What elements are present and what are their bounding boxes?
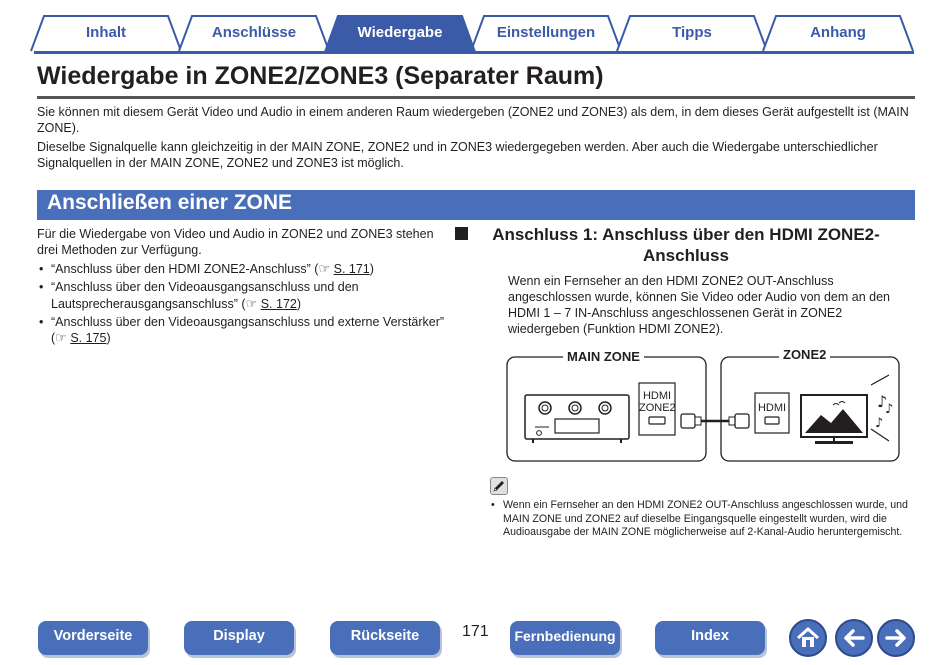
page-link[interactable]: S. 172 [260, 296, 297, 311]
list-item [37, 314, 457, 347]
intro-paragraph: Dieselbe Signalquelle kann gleichzeitig in der MAIN ZONE, ZONE2 und in ZONE3 wiedergegeben werden. Aber auch die Wiedergabe unterschiedlicher Signalquellen in der MAIN ZONE, ZONE2 und ZONE3 ist möglich. [37, 139, 878, 171]
page-reference: (☞ S. 175) [51, 330, 111, 346]
nav-button-vorderseite[interactable]: Vorderseite [38, 621, 148, 655]
port-label-line: ZONE2 [639, 402, 676, 414]
tab-inhalt[interactable] [30, 14, 182, 52]
method-text: “Anschluss über den HDMI ZONE2-Anschluss” [51, 261, 311, 276]
tab-label: Anhang [810, 24, 866, 41]
page-number: 171 [462, 623, 489, 640]
pencil-note-icon [490, 477, 508, 495]
page-title: Wiedergabe in ZONE2/ZONE3 (Separater Raum) [37, 62, 604, 90]
title-divider [37, 96, 915, 99]
section-header [37, 190, 915, 220]
tab-anhang[interactable] [762, 14, 914, 52]
nav-button-fernbedienung[interactable]: Fernbedienung [510, 621, 620, 655]
list-item [37, 279, 457, 312]
methods-lead: Für die Wiedergabe von Video und Audio in ZONE2 und ZONE3 stehen drei Methoden zur Verfügung. [37, 227, 434, 258]
port-label-line: HDMI [642, 390, 672, 402]
svg-text:♪: ♪ [877, 392, 888, 411]
tab-tipps[interactable] [616, 14, 768, 52]
note-list [490, 499, 920, 540]
nav-button-index[interactable]: Index [655, 621, 765, 655]
tab-label: Tipps [672, 24, 712, 41]
methods-list [37, 261, 457, 347]
tab-anschluesse[interactable] [178, 14, 330, 52]
page-link[interactable]: S. 171 [333, 261, 370, 276]
tab-bar-underline [34, 51, 914, 54]
main-zone-label: MAIN ZONE [563, 349, 644, 364]
svg-text:♪: ♪ [875, 416, 884, 431]
pointing-hand-icon: ☞ [318, 260, 331, 276]
zone2-label: ZONE2 [779, 347, 830, 362]
pencil-glyph [491, 478, 507, 494]
note-item: • Wenn ein Fernseher an den HDMI ZONE2 OUT-Anschluss angeschlossen wurde, und MAIN ZONE und ZONE2 auf dieselbe Eingangsquelle eingestellt wurden, wird die Audioausgabe der MAIN ZONE möglicherweise auf 2-Kanal-Audio heruntergemischt. [490, 499, 920, 540]
nav-button-rueckseite[interactable]: Rückseite [330, 621, 440, 655]
tab-label: Anschlüsse [211, 24, 297, 41]
connection-diagram [505, 345, 905, 465]
subsection-title: Anschluss 1: Anschluss über den HDMI ZONE2-Anschluss [492, 225, 880, 265]
arrow-right-icon [879, 621, 913, 655]
list-item [37, 261, 457, 277]
tab-bar [30, 14, 916, 54]
method-text: “Anschluss über den Videoausgangsanschluss und den Lautsprecherausgangsanschluss” [51, 280, 359, 311]
square-bullet-icon [455, 227, 468, 240]
methods-column [37, 226, 457, 349]
tab-einstellungen[interactable] [470, 14, 622, 52]
tab-wiedergabe[interactable] [324, 14, 476, 52]
hdmi-zone2-port-label [639, 390, 675, 414]
tab-label: Inhalt [86, 24, 126, 41]
nav-button-display[interactable]: Display [184, 621, 294, 655]
section-title: Anschließen einer ZONE [47, 191, 293, 214]
intro-text [37, 104, 915, 172]
back-button[interactable] [835, 619, 873, 657]
svg-text:♪: ♪ [885, 402, 894, 417]
home-icon [791, 621, 825, 655]
page-reference: (☞ S. 171) [314, 260, 374, 276]
arrow-left-icon [837, 621, 871, 655]
subsection-body: Wenn ein Fernseher an den HDMI ZONE2 OUT-Anschluss angeschlossen wurde, können Sie Video oder Audio von dem an den HDMI 1 – 7 IN-Anschluss angeschlossenen Gerät in ZONE2 wiedergeben (Funktion HDMI ZONE2). [508, 274, 890, 336]
forward-button[interactable] [877, 619, 915, 657]
intro-paragraph: Sie können mit diesem Gerät Video und Audio in einem anderen Raum wiedergeben (ZONE2 und ZONE3) als dem, in dem dieses Gerät aufgestellt ist (MAIN ZONE). [37, 105, 909, 136]
method-text: “Anschluss über den Videoausgangsanschluss und externe Verstärker” [51, 315, 445, 330]
pointing-hand-icon: ☞ [245, 295, 258, 311]
page-link[interactable]: S. 175 [70, 331, 107, 346]
tab-label: Einstellungen [496, 24, 596, 41]
tab-label: Wiedergabe [357, 24, 443, 41]
pointing-hand-icon: ☞ [55, 330, 67, 346]
tv-hdmi-port-label: HDMI [757, 402, 787, 414]
page-reference: (☞ S. 172) [241, 295, 302, 311]
home-button[interactable] [789, 619, 827, 657]
